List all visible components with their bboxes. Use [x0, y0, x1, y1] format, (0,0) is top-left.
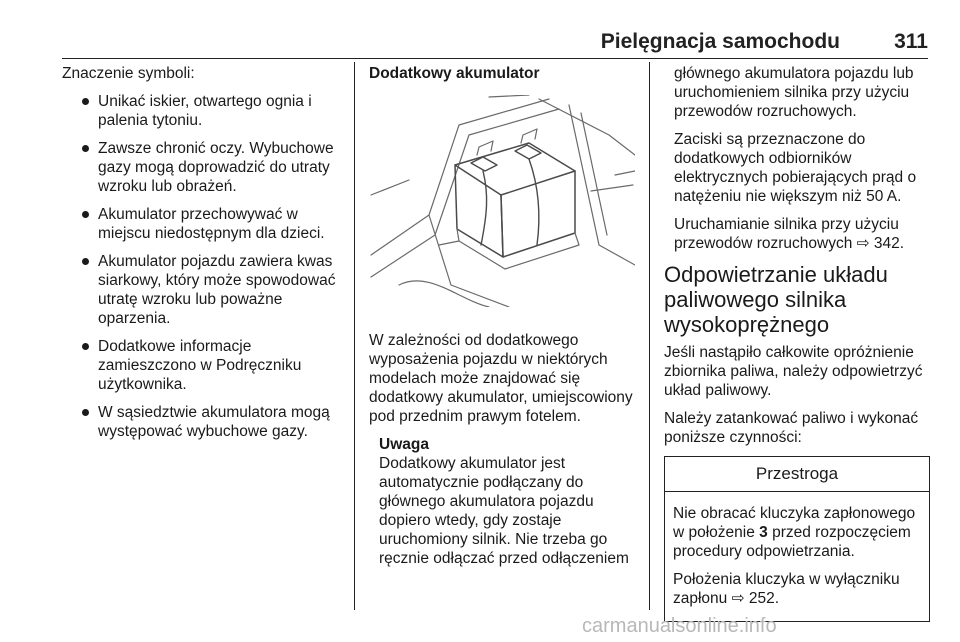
- header-title: Pielęgnacja samochodu: [600, 30, 840, 53]
- caution-text-part: przed rozpoczęciem procedury odpowietrzania.: [673, 524, 911, 560]
- ignition-ref: Położenia kluczyka w wyłączniku zapłonu ⇨ 252.: [673, 571, 900, 607]
- list-item: Zawsze chronić oczy. Wybuchowe gazy mogą doprowadzić do utraty wzroku lub obrażeń.: [62, 139, 344, 196]
- caution-box: [664, 456, 930, 622]
- symbols-intro: Znaczenie symboli:: [62, 65, 195, 82]
- symbols-list: [62, 92, 344, 441]
- note-continuation: głównego akumulatora pojazdu lub uruchomieniem silnika przy użyciu przewodów rozruchowych.: [674, 65, 914, 120]
- list-item: W sąsiedztwie akumulatora mogą występować wybuchowe gazy.: [62, 403, 344, 441]
- header-rule: [62, 58, 928, 59]
- caution-text-part: Nie obracać kluczyka zapłonowego w położenie: [673, 505, 916, 541]
- note-text: Dodatkowy akumulator jest automatycznie podłączany do głównego akumulatora pojazdu dopiero wtedy, gdy zostaje uruchomiony silnik. Nie trzeba go ręcznie odłączać przed odłączeniem: [379, 455, 629, 567]
- section-title: Dodatkowy akumulator: [369, 65, 540, 82]
- caution-title: Przestroga: [665, 457, 929, 492]
- column-1: [62, 64, 344, 450]
- terminals-text: Zaciski są przeznaczone do dodatkowych odbiorników elektrycznych pobierających prąd o natężeniu nie większym niż 50 A.: [674, 131, 917, 205]
- ignition-position: 3: [759, 524, 768, 541]
- column-divider-2: [649, 62, 650, 610]
- caution-text: [673, 504, 921, 561]
- jump-start-ref: Uruchamianie silnika przy użyciu przewodów rozruchowych ⇨ 342.: [674, 216, 905, 252]
- column-2: [369, 64, 637, 568]
- list-item: Unikać iskier, otwartego ognia i palenia tytoniu.: [62, 92, 344, 130]
- note-title: Uwaga: [379, 436, 429, 453]
- caution-body: [665, 492, 929, 621]
- column-divider-1: [354, 62, 355, 610]
- list-item: Dodatkowe informacje zamieszczono w Podręczniku użytkownika.: [62, 337, 344, 394]
- column-3: [664, 64, 930, 622]
- note-block: [369, 435, 637, 568]
- aux-battery-text: W zależności od dodatkowego wyposażenia pojazdu w niektórych modelach może znajdować się dodatkowy akumulator, umiejscowiony pod przednim prawym fotelem.: [369, 332, 633, 425]
- page-number: 311: [894, 30, 928, 53]
- list-item: Akumulator pojazdu zawiera kwas siarkowy, który może spowodować utratę wzroku lub poważne oparzenia.: [62, 252, 344, 328]
- list-item: Akumulator przechowywać w miejscu niedostępnym dla dzieci.: [62, 205, 344, 243]
- watermark: carmanualsonline.info: [582, 615, 777, 637]
- battery-illustration: [369, 95, 635, 307]
- section-heading: Odpowietrzanie układu paliwowego silnika wysokoprężnego: [664, 262, 888, 337]
- bleed-intro: Jeśli nastąpiło całkowite opróżnienie zbiornika paliwa, należy odpowietrzyć układ paliwowy.: [664, 344, 923, 399]
- bleed-steps-intro: Należy zatankować paliwo i wykonać poniższe czynności:: [664, 410, 919, 446]
